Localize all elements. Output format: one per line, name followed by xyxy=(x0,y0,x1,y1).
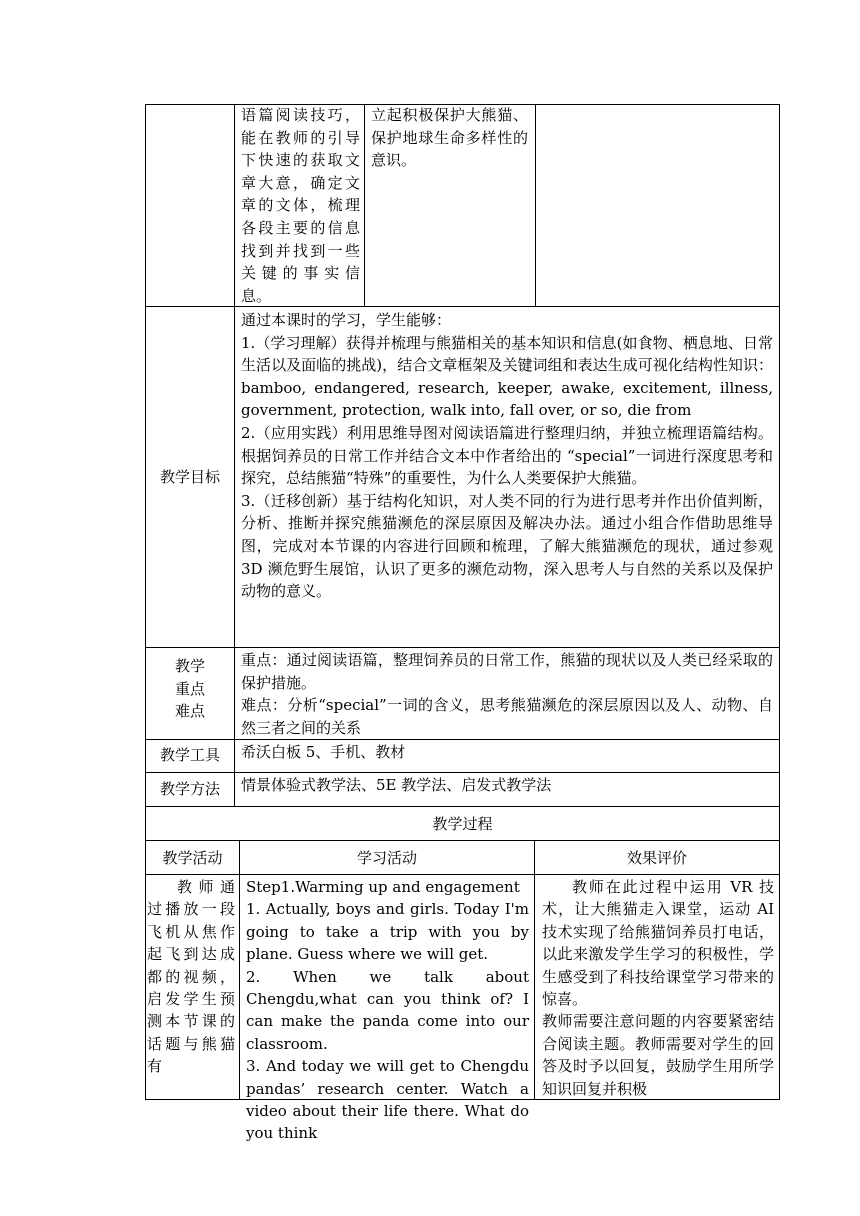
learning-item-3: 3. And today we will get to Chengdu pandas’ research center. Watch a video about their life there. What do you think xyxy=(246,1057,529,1143)
top-row-col2: 语篇阅读技巧，能在教师的引导下快速的获取文章大意，确定文章的文体，梳理各段主要的信息找到并找到一些关键的事实信息。 xyxy=(241,106,360,305)
grid-line xyxy=(234,104,235,806)
learning-item-1: 1. Actually, boys and girls. Today I'm going to take a trip with you by plane. Guess where we will get. xyxy=(246,900,529,964)
objective-item-3: 3.（迁移创新）基于结构化知识，对人类不同的行为进行思考并作出价值判断，分析、推断并探究熊猫濒危的深层原因及解决办法。通过小组合作借助思维导图，完成对本节课的内容进行回顾和梳理，了解大熊猫濒危的现状，通过参观 3D 濒危野生展馆，认识了更多的濒危动物，深入思考人与自然的关系以及保护动物的意义。 xyxy=(241,491,773,601)
learning-item-2: 2. When we talk about Chengdu,what can you think of? I can make the panda come into our classroom. xyxy=(246,967,529,1053)
tools-label: 教学工具 xyxy=(159,746,220,764)
objectives-intro: 通过本课时的学习，学生能够： xyxy=(241,311,452,329)
grid-line xyxy=(145,840,780,841)
grid-line xyxy=(145,104,146,1100)
key-points-label-3: 难点 xyxy=(174,702,205,721)
difficult-point: 难点：分析“special”一词的含义，思考熊猫濒危的深层原因以及人、动物、自然三者之间的关系 xyxy=(241,696,773,737)
process-title: 教学过程 xyxy=(432,815,493,833)
objective-item-2: 2.（应用实践）利用思维导图对阅读语篇进行整理归纳，并独立梳理语篇结构。根据饲养员的日常工作并结合文本中作者给出的 “special”一词进行深度思考和探究，总结熊猫“特殊”的重要性，为什么人类要保护大熊猫。 xyxy=(241,423,773,488)
grid-line xyxy=(534,840,535,1100)
objective-item-1: 1.（学习理解）获得并梳理与熊猫相关的基本知识和信息(如食物、栖息地、日常生活以及面临的挑战)，结合文章框架及关键词组和表达生成可视化结构性知识：bamboo, endangered, research, keeper, awake, excitement, illness, government, protection, walk into, fall over, or so, die from xyxy=(241,333,773,420)
effect-paragraph-1: 教师在此过程中运用 VR 技术，让大熊猫走入课堂，运动 AI 技术实现了给熊猫饲养员打电话，以此来激发学生学习的积极性，学生感受到了科技给课堂学习带来的惊喜。 xyxy=(542,878,774,1009)
grid-line xyxy=(239,840,240,1100)
key-points-label-1: 教学 xyxy=(174,657,205,675)
grid-line xyxy=(779,104,780,1100)
top-row-col3: 立起积极保护大熊猫、保护地球生命多样性的意识。 xyxy=(371,106,528,170)
objectives-label: 教学目标 xyxy=(159,468,220,486)
header-effect-evaluation: 效果评价 xyxy=(626,849,687,867)
grid-line xyxy=(535,104,536,306)
grid-line xyxy=(145,806,780,807)
key-points-label-2: 重点 xyxy=(174,679,205,698)
header-teaching-activity: 教学活动 xyxy=(162,849,223,867)
key-points-content xyxy=(241,649,773,739)
grid-line xyxy=(145,772,780,773)
tools-value: 希沃白板 5、手机、教材 xyxy=(241,743,406,761)
learning-activity xyxy=(246,876,529,1145)
header-learning-activity: 学习活动 xyxy=(356,849,417,867)
grid-line xyxy=(145,874,780,875)
effect-evaluation xyxy=(542,876,774,1100)
grid-line xyxy=(364,104,365,306)
methods-label: 教学方法 xyxy=(159,780,220,798)
key-points-label xyxy=(146,655,234,723)
effect-paragraph-2: 教师需要注意问题的内容要紧密结合阅读主题。教师需要对学生的回答及时予以回复，鼓励学生用所学知识回复并积极 xyxy=(542,1012,774,1098)
objectives-content xyxy=(241,309,773,603)
methods-value: 情景体验式教学法、5E 教学法、启发式教学法 xyxy=(241,776,552,794)
key-point: 重点：通过阅读语篇，整理饲养员的日常工作，熊猫的现状以及人类已经采取的保护措施。 xyxy=(241,651,773,692)
learning-step-title: Step1.Warming up and engagement xyxy=(246,878,520,896)
grid-line xyxy=(145,647,780,648)
teacher-activity: 教师通过播放一段飞机从焦作起飞到达成都的视频，启发学生预测本节课的话题与熊猫有 xyxy=(147,878,235,1076)
